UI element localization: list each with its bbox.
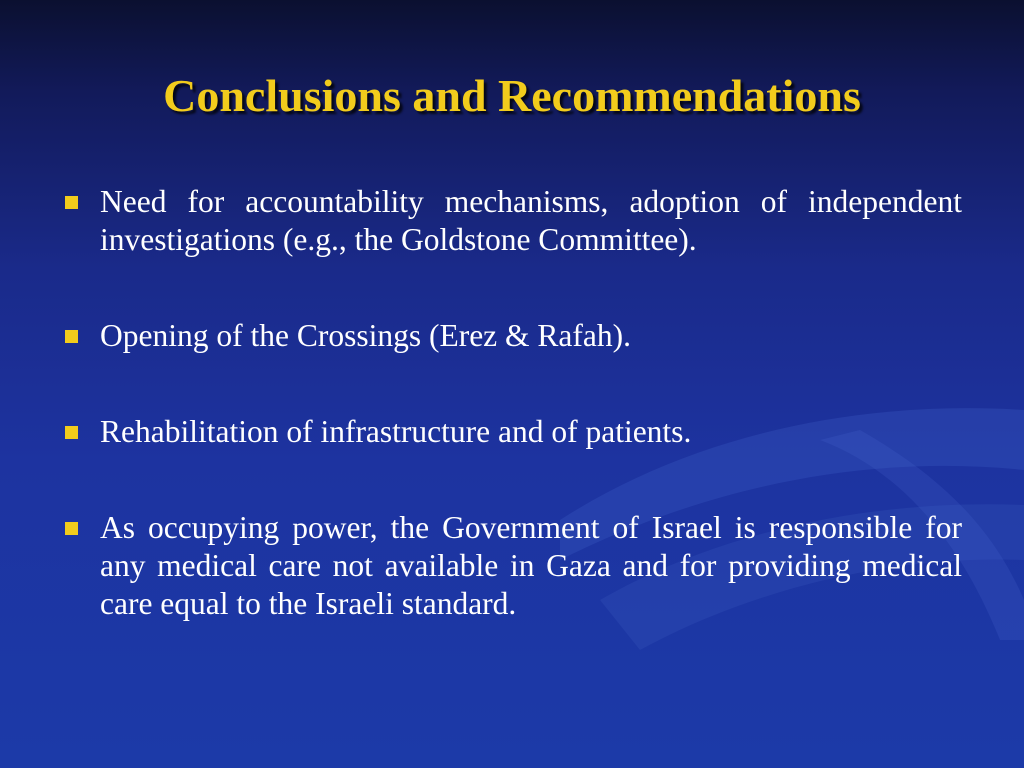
bullet-list: [62, 183, 962, 623]
bullet-item: [62, 317, 962, 355]
bullet-text: Opening of the Crossings (Erez & Rafah).: [100, 318, 631, 353]
square-bullet-icon: [65, 330, 78, 343]
square-bullet-icon: [65, 522, 78, 535]
bullet-item: [62, 509, 962, 623]
bullet-text: Need for accountability mechanisms, adoption of independent investigations (e.g., the Goldstone Committee).: [100, 184, 962, 257]
square-bullet-icon: [65, 196, 78, 209]
slide-title: Conclusions and Recommendations: [163, 70, 861, 121]
bullet-item: [62, 183, 962, 259]
bullet-item: [62, 413, 962, 451]
square-bullet-icon: [65, 426, 78, 439]
bullet-text: Rehabilitation of infrastructure and of patients.: [100, 414, 692, 449]
bullet-text: As occupying power, the Government of Israel is responsible for any medical care not available in Gaza and for providing medical care equal to the Israeli standard.: [100, 510, 962, 621]
